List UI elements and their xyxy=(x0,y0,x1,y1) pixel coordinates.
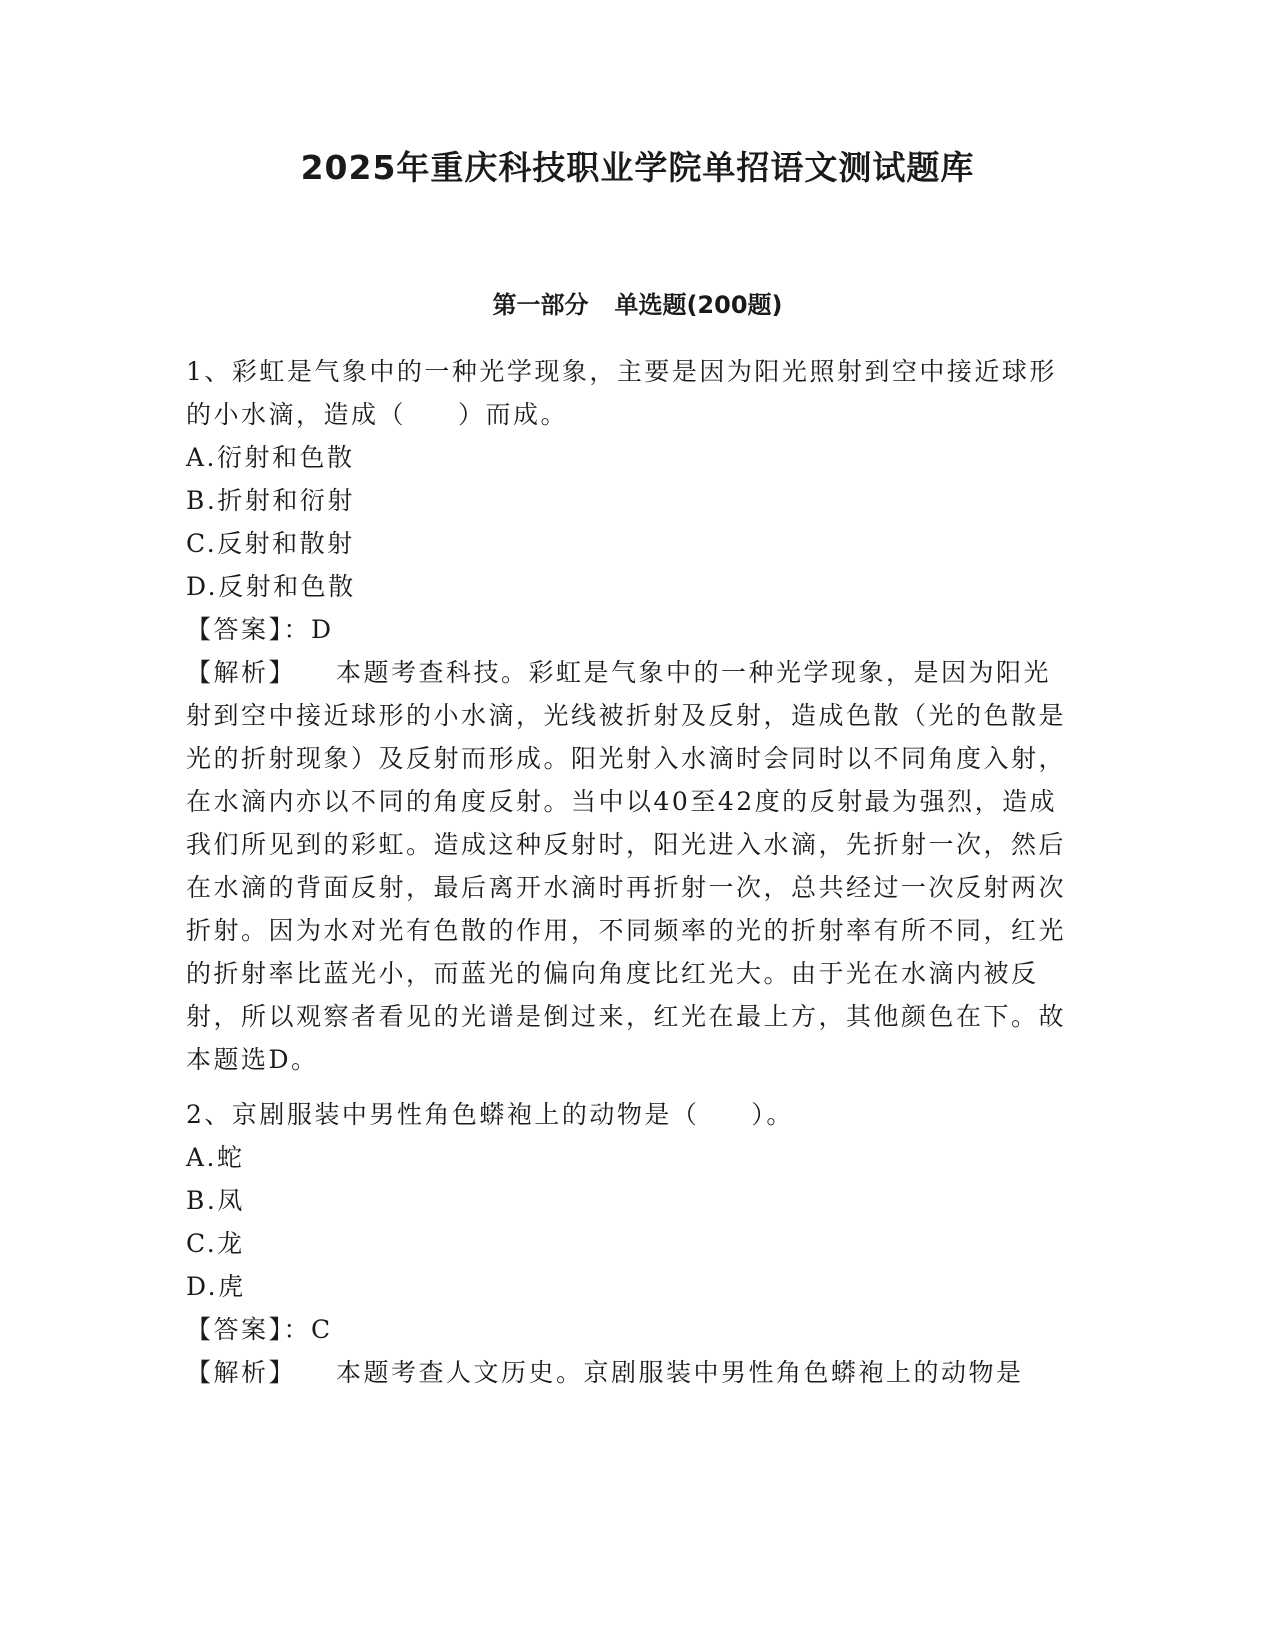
analysis-label: 【解析】 xyxy=(186,658,297,687)
analysis-label: 【解析】 xyxy=(186,1358,297,1387)
option-d: D.虎 xyxy=(186,1272,246,1301)
section-part: 第一部分 xyxy=(492,291,589,319)
section-heading xyxy=(0,290,1275,320)
answer-line xyxy=(186,1308,1071,1351)
question-1 xyxy=(186,350,1071,1081)
answer-label: 【答案】： xyxy=(186,615,312,644)
analysis-paragraph xyxy=(186,651,1071,1081)
question-stem xyxy=(186,350,1071,436)
option-a: A.蛇 xyxy=(186,1143,245,1172)
option-a: A.衍射和色散 xyxy=(186,443,355,472)
stem-text-end: ）而成。 xyxy=(458,400,569,429)
analysis-text: 本题考查人文历史。京剧服装中男性角色蟒袍上的动物是 xyxy=(336,1358,1024,1387)
document-title: 2025年重庆科技职业学院单招语文测试题库 xyxy=(300,148,975,187)
analysis-paragraph xyxy=(186,1351,1071,1394)
option-c: C.龙 xyxy=(186,1229,245,1258)
option-d: D.反射和色散 xyxy=(186,572,356,601)
section-name: 单选题(200题) xyxy=(614,291,783,319)
question-stem xyxy=(186,1093,1071,1136)
option-b: B.折射和衍射 xyxy=(186,486,355,515)
answer-line xyxy=(186,608,1071,651)
answer-value: C xyxy=(311,1315,333,1344)
question-2 xyxy=(186,1093,1071,1394)
stem-text: 2、京剧服装中男性角色蟒袍上的动物是（ xyxy=(186,1100,700,1129)
stem-text: 1、彩虹是气象中的一种光学现象，主要是因为阳光照射到空中接近球形的小水滴，造成（ xyxy=(186,357,1057,429)
analysis-text: 本题考查科技。彩虹是气象中的一种光学现象，是因为阳光射到空中接近球形的小水滴，光线被折射及反射，造成色散（光的色散是光的折射现象）及反射而形成。阳光射入水滴时会同时以不同角度入射，在水滴内亦以不同的角度反射。当中以40至42度的反射最为强烈，造成我们所见到的彩虹。造成这种反射时，阳光进入水滴，先折射一次，然后在水滴的背面反射，最后离开水滴时再折射一次，总共经过一次反射两次折射。因为水对光有色散的作用，不同频率的光的折射率有所不同，红光的折射率比蓝光小，而蓝光的偏向角度比红光大。由于光在水滴内被反射，所以观察者看见的光谱是倒过来，红光在最上方，其他颜色在下。故本题选D。 xyxy=(186,658,1067,1074)
stem-text-end: ）。 xyxy=(751,1100,794,1129)
question-list xyxy=(186,350,1071,1394)
option-b: B.凤 xyxy=(186,1186,245,1215)
answer-label: 【答案】： xyxy=(186,1315,312,1344)
answer-value: D xyxy=(311,615,334,644)
option-c: C.反射和散射 xyxy=(186,529,355,558)
